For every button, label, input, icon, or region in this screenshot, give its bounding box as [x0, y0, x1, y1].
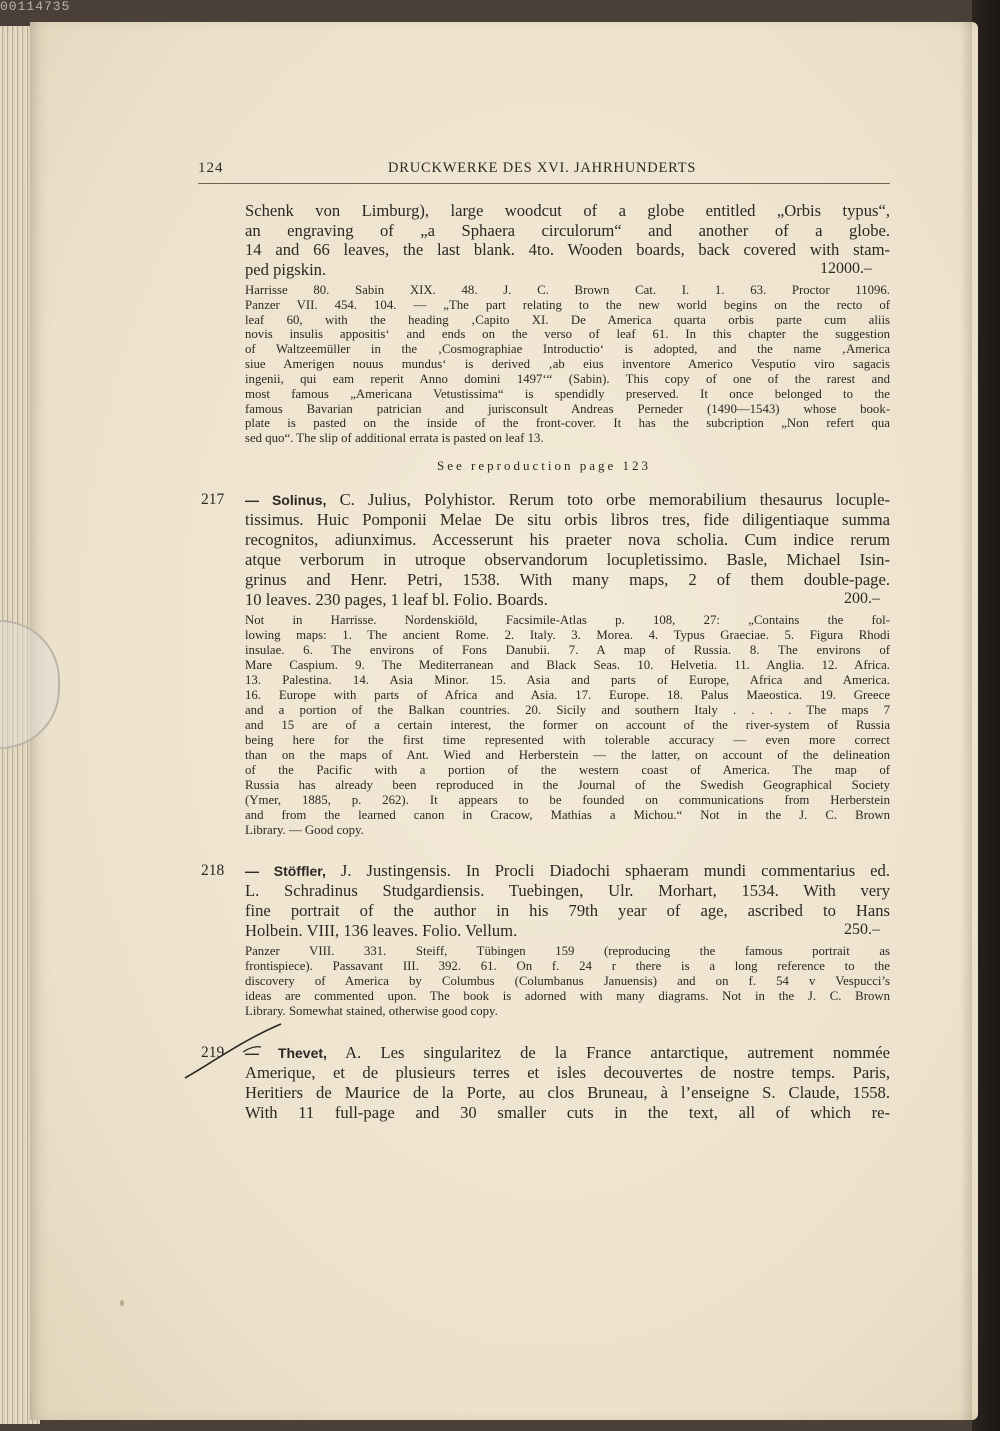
note-line: of Waltzeemüller in the ‚Cosmographiae Introductio‘ is adopted, and the name ‚America [245, 342, 890, 356]
entry-title-text: J. Justingensis. In Procli Diadochi sphaeram mundi commentarius ed. [325, 861, 890, 880]
note-line: siue Amerigen nouus mundus‘ is derived ‚ab eius inventore Americo Vesputio viro sagacis [245, 357, 890, 371]
note-line: ideas are commented upon. The book is adorned with many diagrams. Not in the J. C. Brown [245, 989, 890, 1003]
entry-first-line [245, 861, 890, 882]
note-line: than on the maps of Ant. Wied and Herberstein — the latter, on account of the delineation [245, 748, 890, 762]
entry-number: 218 [201, 862, 225, 879]
note-line: frontispiece). Passavant III. 392. 61. On f. 24 r there is a long reference to the [245, 959, 890, 973]
note-line: Panzer VII. 454. 104. — „The part relating to the new world begins on the recto of [245, 298, 890, 312]
note-line: Library. — Good copy. [245, 823, 364, 837]
note-line: Russia has already been reproduced in the Journal of the Swedish Geographical Society [245, 778, 890, 792]
price: 250.– [844, 921, 880, 938]
main-text-line: tissimus. Huic Pomponii Melae De situ orbis libros tres, fide diligentiaque summa [245, 510, 890, 529]
note-line: (Ymer, 1885, p. 262). It appears to be founded on communications from Herberstein [245, 793, 890, 807]
note-line: sed quo“. The slip of additional errata is pasted on leaf 13. [245, 431, 544, 445]
note-line: and from the learned canon in Cracow, Mathias a Michou.“ Not in the J. C. Brown [245, 808, 890, 822]
main-text-line: fine portrait of the author in his 79th year of age, ascribed to Hans [245, 901, 890, 920]
main-text-line: an engraving of „a Sphaera circulorum“ and another of a globe. [245, 221, 890, 240]
main-text-line: ped pigskin. [245, 260, 327, 279]
note-line: and a portion of the Balkan countries. 20. Sicily and southern Italy . . . . The maps 7 [245, 703, 890, 717]
note-line: of the Pacific with a portion of the western coast of America. The map of [245, 763, 890, 777]
note-line: ingenii, qui eam reperit Anno domini 1497‘“ (Sabin). This copy of one of the rarest and [245, 372, 890, 386]
entry-first-line [245, 490, 890, 511]
note-line: plate is pasted on the inside of the front-cover. It has the subcription „Non refert qua [245, 416, 890, 430]
note-line: Not in Harrisse. Nordenskiöld, Facsimile-Atlas p. 108, 27: „Contains the fol- [245, 613, 890, 627]
entry-title-text: A. Les singularitez de la France antarctique, autrement nommée [326, 1043, 891, 1062]
price: 12000.– [820, 260, 872, 277]
main-text-line: L. Schradinus Studgardiensis. Tuebingen, Ulr. Morhart, 1534. With very [245, 881, 890, 900]
note-line: lowing maps: 1. The ancient Rome. 2. Italy. 3. Morea. 4. Typus Graeciae. 5. Figura Rhodi [245, 628, 890, 642]
entry-author: — Solinus, [245, 492, 327, 508]
price: 200.– [844, 590, 880, 607]
note-line: 16. Europe with parts of Africa and Asia. 17. Europe. 18. Palus Maeostica. 19. Greece [245, 688, 890, 702]
note-line: Mare Caspium. 9. The Mediterranean and Black Seas. 10. Helvetia. 11. Anglia. 12. Africa. [245, 658, 890, 672]
page-shadow [960, 22, 972, 1420]
note-line: insulae. 6. The environs of Fons Danubii. 7. A map of Russia. 8. The environs of [245, 643, 890, 657]
main-text-line: Amerique, et de plusieurs terres et isles decouvertes de nostre temps. Paris, [245, 1063, 890, 1082]
running-title: DRUCKWERKE DES XVI. JAHRHUNDERTS [388, 160, 697, 176]
entry-author: — Thevet, [245, 1045, 327, 1061]
note-line: Panzer VIII. 331. Steiff, Tübingen 159 (reproducing the famous portrait as [245, 944, 890, 958]
paper-speck [120, 1300, 124, 1306]
header-rule [198, 183, 890, 184]
entry-first-line [245, 1043, 890, 1064]
note-line: and 15 are of a certain interest, the former on account of the river-system of Russia [245, 718, 890, 732]
entry-number: 219 [201, 1044, 225, 1061]
scan-id-label: 00114735 [0, 0, 71, 14]
note-line: famous Bavarian patrician and jurisconsult Andreas Perneder (1490—1543) whose book- [245, 402, 890, 416]
main-text-line: atque verborum in utroque observandorum locupletissimo. Basle, Michael Isin- [245, 550, 890, 569]
main-text-line: grinus and Henr. Petri, 1538. With many maps, 2 of them double-page. [245, 570, 890, 589]
note-line: Harrisse 80. Sabin XIX. 48. J. C. Brown Cat. I. 1. 63. Proctor 11096. [245, 283, 890, 297]
main-text-line: With 11 full-page and 30 smaller cuts in the text, all of which re- [245, 1103, 890, 1122]
entry-title-text: C. Julius, Polyhistor. Rerum toto orbe memorabilium thesaurus locuple- [326, 490, 891, 509]
note-line: Library. Somewhat stained, otherwise good copy. [245, 1004, 498, 1018]
note-line: leaf 60, with the heading ‚Capito XI. De America quarta orbis parte cum aliis [245, 313, 890, 327]
note-line: most famous „Americana Vetustissima“ is spendidly preserved. It once belonged to the [245, 387, 890, 401]
entry-author: — Stöffler, [245, 863, 326, 879]
main-text-line: 10 leaves. 230 pages, 1 leaf bl. Folio. Boards. [245, 590, 548, 609]
main-text-line: Schenk von Limburg), large woodcut of a globe entitled „Orbis typus“, [245, 201, 890, 220]
main-text-line: Holbein. VIII, 136 leaves. Folio. Vellum. [245, 921, 518, 940]
entry-number: 217 [201, 491, 225, 508]
main-text-line: recognitos, adiunximus. Accesserunt his praeter nova scholia. Cum indice rerum [245, 530, 890, 549]
main-text-line: 14 and 66 leaves, the last blank. 4to. Wooden boards, back covered with stam- [245, 240, 890, 259]
running-head [198, 160, 890, 184]
note-line: novis insulis appositis‘ and ends on the verso of leaf 61. In this chapter the suggestion [245, 327, 890, 341]
reproduction-reference: See reproduction page 123 [437, 458, 651, 473]
note-line: discovery of America by Columbus (Columbanus Januensis) and on f. 54 v Vespucci’s [245, 974, 890, 988]
main-text-line: Heritiers de Maurice de la Porte, au clos Bruneau, à l’enseigne S. Claude, 1558. [245, 1083, 890, 1102]
page-number: 124 [198, 160, 224, 176]
note-line: 13. Palestina. 14. Asia Minor. 15. Asia and parts of Europe, Africa and America. [245, 673, 890, 687]
note-line: being here for the first time represented with tolerable accuracy — even more correct [245, 733, 890, 747]
